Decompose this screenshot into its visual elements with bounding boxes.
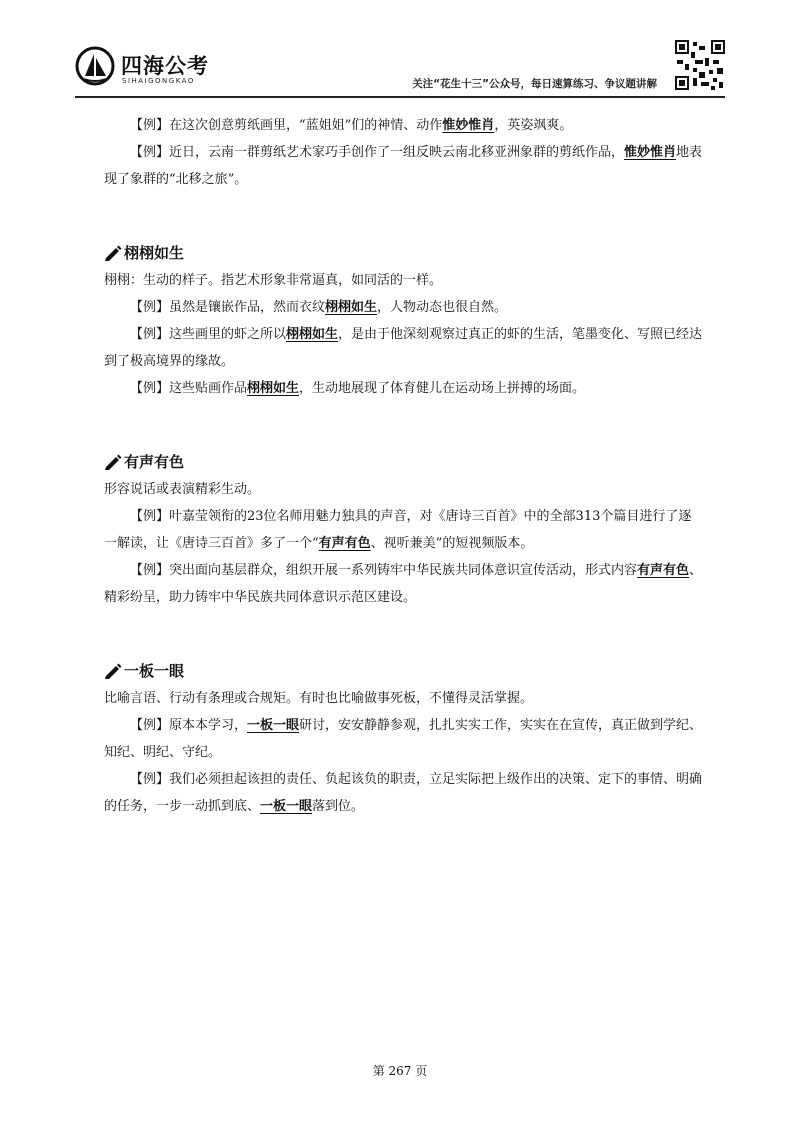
example-paragraph: 【例】突出面向基层群众，组织开展一系列铸牢中华民族共同体意识宣传活动，形式内容有声有色、精彩纷呈，助力铸牢中华民族共同体意识示范区建设。 [104, 563, 703, 605]
definition: 栩栩：生动的样子。指艺术形象非常逼真，如同活的一样。 [104, 273, 443, 288]
pencil-icon [104, 663, 122, 679]
brand-subtitle: SIHAIGONGKAO [122, 77, 195, 85]
pencil-icon [104, 454, 122, 470]
definition: 形容说话或表演精彩生动。 [104, 482, 261, 497]
brand-name: 四海公考 [121, 54, 209, 78]
keyword: 一板一眼 [247, 718, 300, 733]
keyword: 栩栩如生 [247, 381, 300, 396]
example-paragraph: 【例】叶嘉莹领衔的23位名师用魅力独具的声音，对《唐诗三百首》中的全部313个篇目进行了逐一解读，让《唐诗三百首》多了一个“有声有色、视听兼美”的短视频版本。 [104, 509, 692, 551]
example-paragraph: 【例】这些画里的虾之所以栩栩如生，是由于他深刻观察过真正的虾的生活，笔墨变化、写照已经达到了极高境界的缘故。 [104, 327, 703, 369]
example-paragraph: 【例】在这次创意剪纸画里，“蓝姐姐”们的神情、动作惟妙惟肖，英姿飒爽。 [130, 118, 573, 133]
keyword: 惟妙惟肖 [442, 118, 495, 133]
section-title: 一板一眼 [104, 657, 704, 685]
pencil-icon [104, 245, 122, 261]
keyword: 惟妙惟肖 [624, 145, 677, 160]
example-paragraph: 【例】虽然是镶嵌作品，然而衣纹栩栩如生，人物动态也很自然。 [130, 300, 508, 315]
qr-code-icon [675, 40, 725, 90]
example-paragraph: 【例】这些贴画作品栩栩如生，生动地展现了体育健儿在运动场上拼搏的场面。 [130, 381, 586, 396]
example-paragraph: 【例】近日，云南一群剪纸艺术家巧手创作了一组反映云南北移亚洲象群的剪纸作品，惟妙惟肖地表现了象群的“北移之旅”。 [104, 145, 703, 187]
keyword: 有声有色 [318, 536, 371, 551]
page-content [104, 112, 704, 820]
definition: 比喻言语、行动有条理或合规矩。有时也比喻做事死板，不懂得灵活掌握。 [104, 691, 534, 706]
section-title: 栩栩如生 [104, 239, 704, 267]
example-paragraph: 【例】我们必须担起该担的责任、负起该负的职责，立足实际把上级作出的决策、定下的事情、明确的任务，一步一动抓到底、一板一眼落到位。 [104, 772, 703, 814]
keyword: 一板一眼 [260, 799, 313, 814]
page-header [75, 40, 725, 98]
keyword: 栩栩如生 [325, 300, 378, 315]
sailboat-logo-icon [75, 46, 115, 86]
brand-logo [75, 46, 235, 92]
keyword: 有声有色 [637, 563, 690, 578]
keyword: 栩栩如生 [286, 327, 339, 342]
page-number: 第 267 页 [372, 1064, 428, 1078]
header-note: 关注“花生十三”公众号，每日速算练习、争议题讲解 [412, 78, 657, 90]
example-paragraph: 【例】原本本学习，一板一眼研讨，安安静静参观，扎扎实实工作，实实在在宣传，真正做到学纪、知纪、明纪、守纪。 [104, 718, 703, 760]
section-title: 有声有色 [104, 448, 704, 476]
